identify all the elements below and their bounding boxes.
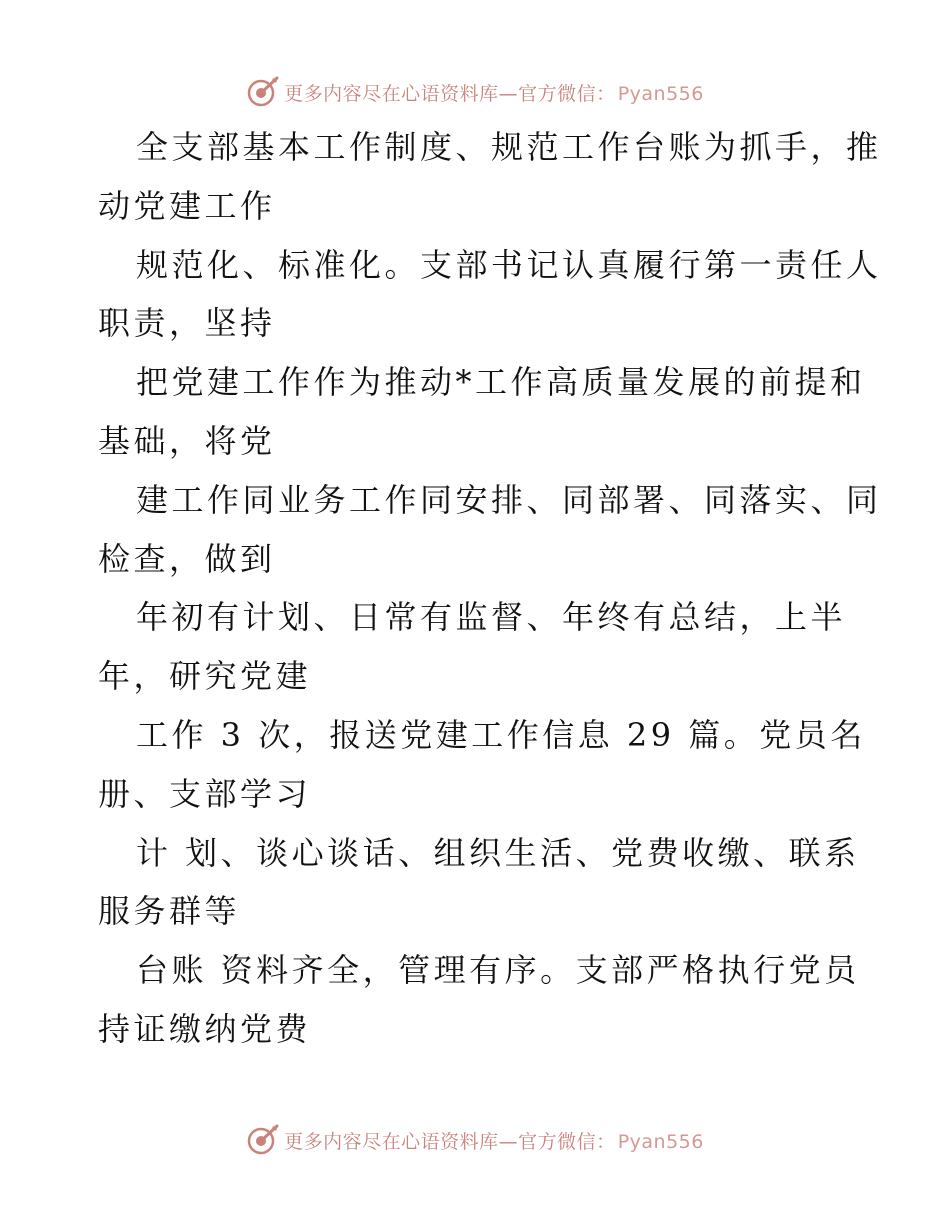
body-line: 工作 3 次，报送党建工作信息 29 篇。党员名 — [136, 715, 866, 754]
watermark-separator: — — [498, 82, 519, 105]
watermark-brand: 更多内容尽在心语资料库 — [284, 82, 499, 105]
footer-watermark — [0, 1120, 950, 1160]
body-line: 建工作同业务工作同安排、同部署、同落实、同 — [136, 480, 882, 519]
watermark-text — [284, 79, 704, 106]
body-line: 职责，坚持 — [98, 304, 276, 343]
body-line: 动党建工作 — [98, 186, 276, 225]
body-line: 台账 资料齐全，管理有序。支部严格执行党员 — [136, 951, 860, 990]
body-line: 计 划、谈心谈话、组织生活、党费收缴、联系 — [136, 833, 860, 872]
body-line: 把党建工作作为推动*工作高质量发展的前提和 — [136, 363, 866, 402]
header-watermark — [0, 72, 950, 112]
body-line: 持证缴纳党费 — [98, 1009, 312, 1048]
body-line: 基础，将党 — [98, 421, 276, 460]
watermark-label: 官方微信： — [518, 82, 616, 105]
watermark-brand: 更多内容尽在心语资料库 — [284, 1130, 499, 1153]
watermark-id: Pyan556 — [617, 1130, 704, 1153]
watermark-text — [284, 1127, 704, 1154]
body-line: 全支部基本工作制度、规范工作台账为抓手，推 — [136, 128, 882, 166]
body-line: 年初有计划、日常有监督、年终有总结，上半 — [136, 598, 847, 637]
document-body — [98, 118, 882, 1059]
watermark-separator: — — [498, 1130, 519, 1153]
body-line: 册、支部学习 — [98, 774, 312, 813]
body-line: 规范化、标准化。支部书记认真履行第一责任人 — [136, 245, 882, 284]
watermark-id: Pyan556 — [617, 82, 704, 105]
body-line: 服务群等 — [98, 892, 241, 931]
body-line: 检查，做到 — [98, 539, 276, 578]
pen-logo-icon — [246, 1123, 280, 1157]
body-line: 年，研究党建 — [98, 657, 312, 696]
watermark-label: 官方微信： — [518, 1130, 616, 1153]
pen-logo-icon — [246, 75, 280, 109]
